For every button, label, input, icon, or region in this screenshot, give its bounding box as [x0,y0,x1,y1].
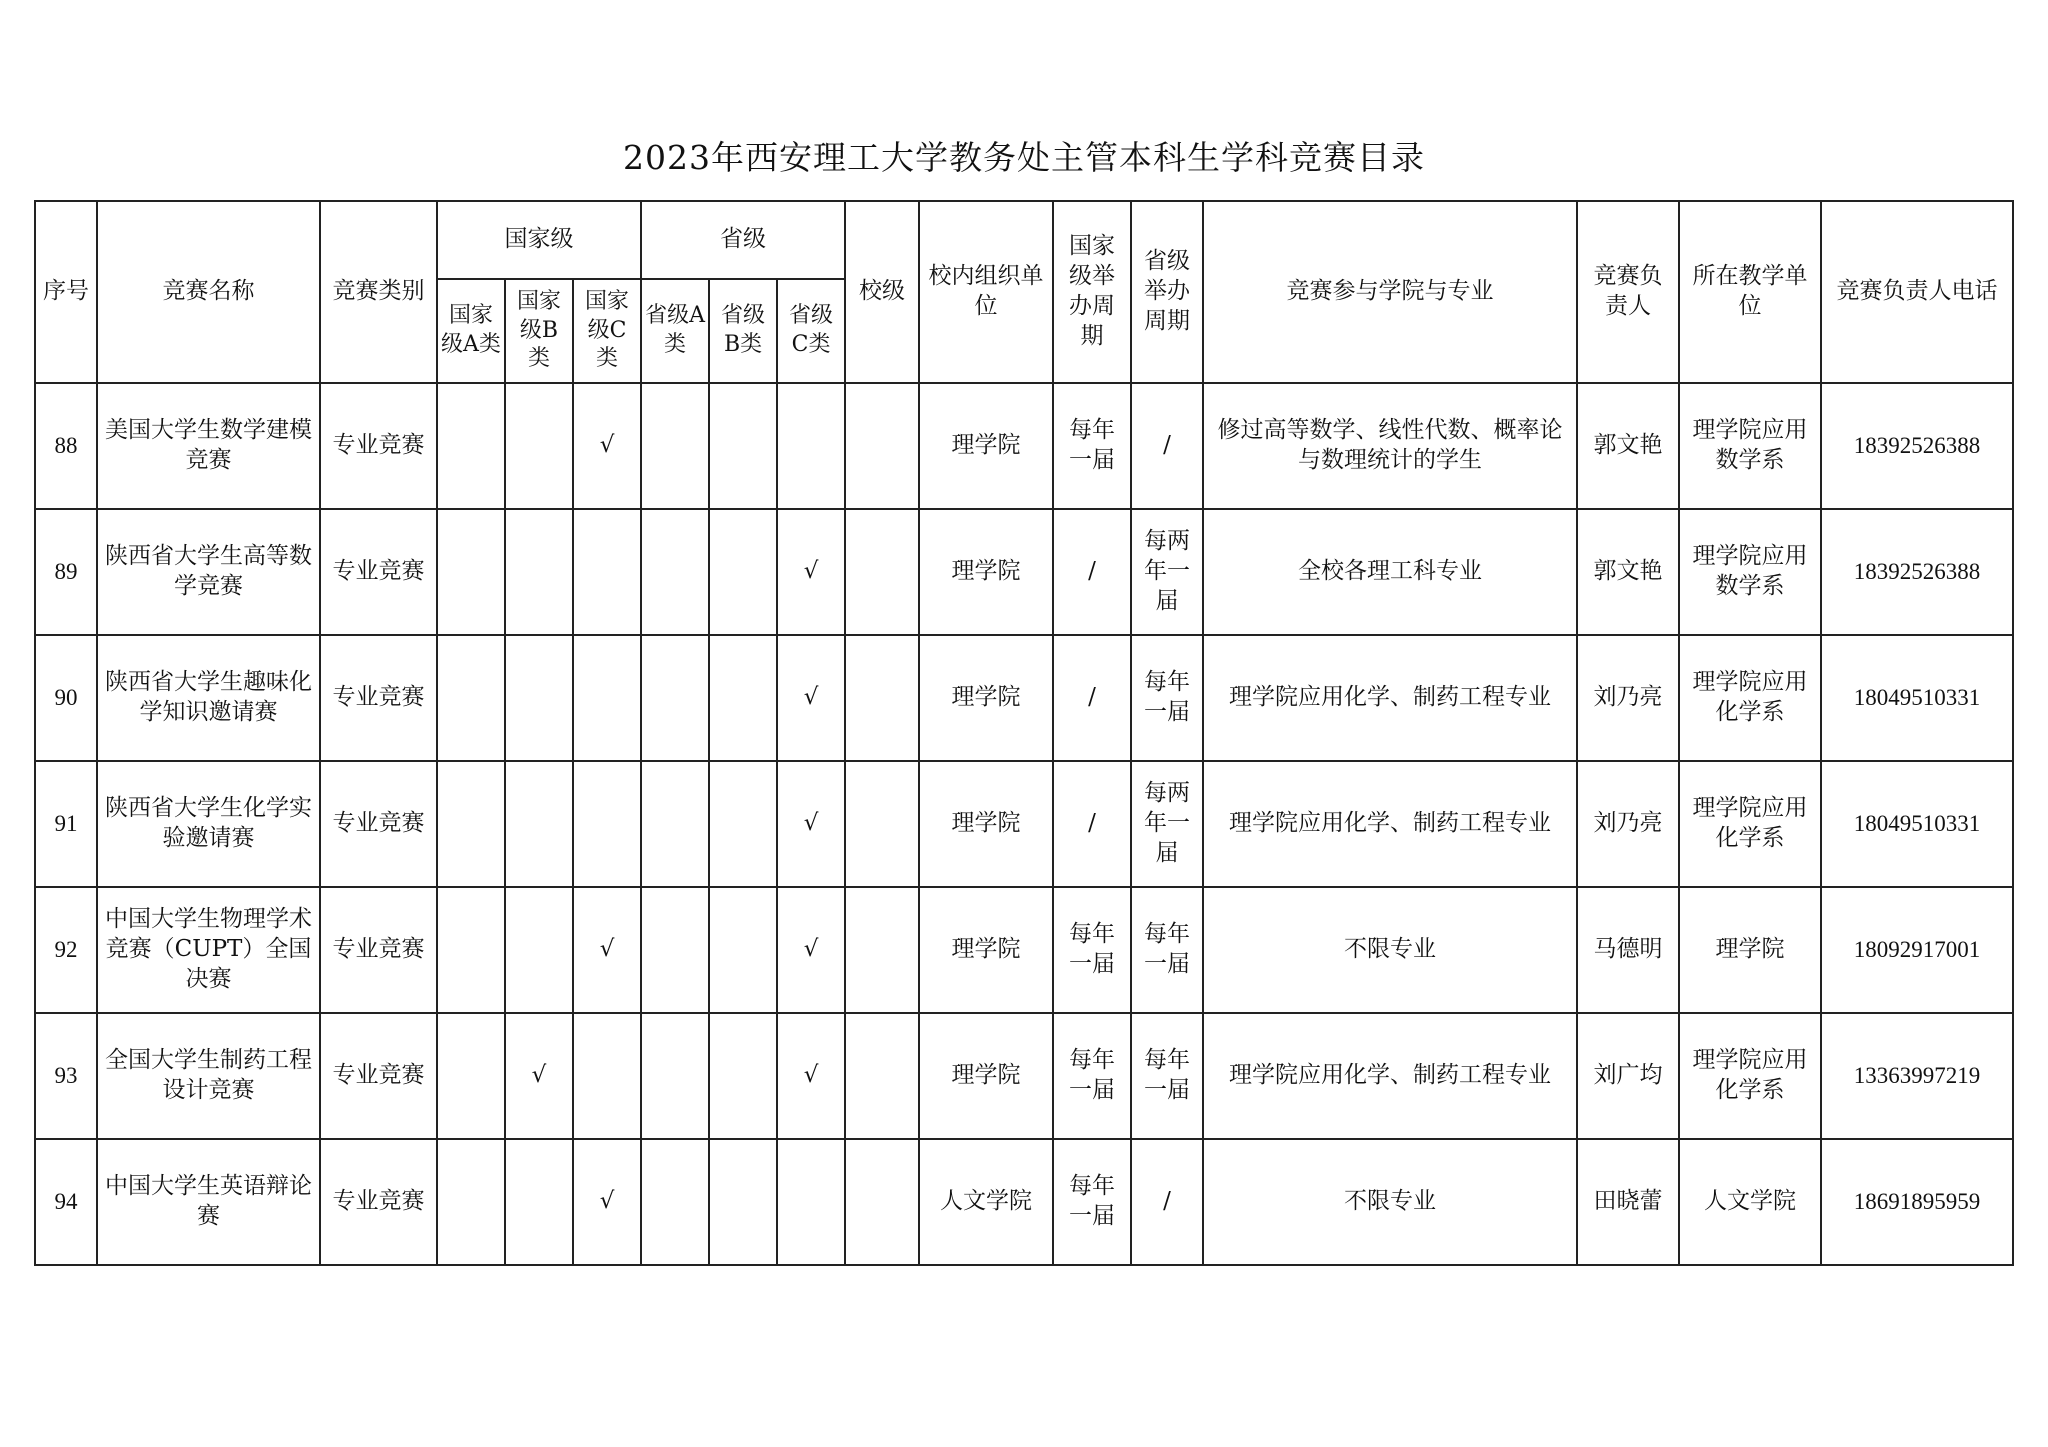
cell-prov-cycle: / [1131,1139,1203,1265]
cell-leader: 马德明 [1577,887,1679,1013]
cell-leader: 田晓蕾 [1577,1139,1679,1265]
header-participants: 竞赛参与学院与专业 [1203,201,1577,383]
cell-national-cycle: 每年一届 [1053,1139,1131,1265]
cell-school [845,383,919,509]
cell-school [845,1139,919,1265]
header-phone: 竞赛负责人电话 [1821,201,2013,383]
cell-prov-cycle: 每年一届 [1131,1013,1203,1139]
cell-participants: 修过高等数学、线性代数、概率论与数理统计的学生 [1203,383,1577,509]
cell-category: 专业竞赛 [320,635,437,761]
cell-name: 陕西省大学生高等数学竞赛 [97,509,320,635]
cell-leader: 郭文艳 [1577,509,1679,635]
header-org-unit: 校内组织单位 [919,201,1053,383]
competition-catalog-table [34,200,2014,1266]
table-row [35,383,2013,509]
cell-org-unit: 理学院 [919,509,1053,635]
header-national-cycle: 国家级举办周期 [1053,201,1131,383]
header-school: 校级 [845,201,919,383]
cell-name: 陕西省大学生化学实验邀请赛 [97,761,320,887]
cell-national-a [437,1139,505,1265]
cell-seq: 89 [35,509,97,635]
cell-seq: 91 [35,761,97,887]
cell-phone: 18691895959 [1821,1139,2013,1265]
cell-phone: 13363997219 [1821,1013,2013,1139]
cell-participants: 不限专业 [1203,1139,1577,1265]
table-row [35,761,2013,887]
cell-national-cycle: / [1053,509,1131,635]
cell-prov-cycle: 每两年一届 [1131,509,1203,635]
cell-category: 专业竞赛 [320,887,437,1013]
cell-seq: 90 [35,635,97,761]
cell-org-unit: 理学院 [919,761,1053,887]
cell-national-a [437,761,505,887]
cell-prov-c: √ [777,761,845,887]
header-category: 竞赛类别 [320,201,437,383]
header-provincial: 省级 [641,201,845,279]
cell-seq: 94 [35,1139,97,1265]
header-prov-b: 省级B类 [709,279,777,383]
cell-national-c: √ [573,383,641,509]
header-prov-c: 省级C类 [777,279,845,383]
cell-name: 中国大学生英语辩论赛 [97,1139,320,1265]
header-leader: 竞赛负责人 [1577,201,1679,383]
cell-phone: 18092917001 [1821,887,2013,1013]
cell-dept: 理学院应用化学系 [1679,761,1821,887]
cell-category: 专业竞赛 [320,509,437,635]
cell-category: 专业竞赛 [320,383,437,509]
cell-prov-b [709,383,777,509]
cell-prov-b [709,635,777,761]
cell-prov-b [709,761,777,887]
cell-prov-b [709,887,777,1013]
cell-dept: 理学院 [1679,887,1821,1013]
cell-national-a [437,635,505,761]
cell-prov-c: √ [777,1013,845,1139]
cell-category: 专业竞赛 [320,1139,437,1265]
cell-phone: 18049510331 [1821,635,2013,761]
cell-prov-a [641,887,709,1013]
document-title: 2023年西安理工大学教务处主管本科生学科竞赛目录 [623,138,1425,177]
cell-leader: 刘广均 [1577,1013,1679,1139]
cell-prov-a [641,1013,709,1139]
cell-national-b [505,635,573,761]
cell-prov-cycle: 每年一届 [1131,887,1203,1013]
cell-leader: 郭文艳 [1577,383,1679,509]
cell-participants: 不限专业 [1203,887,1577,1013]
header-seq: 序号 [35,201,97,383]
cell-participants: 全校各理工科专业 [1203,509,1577,635]
header-prov-a: 省级A类 [641,279,709,383]
cell-phone: 18049510331 [1821,761,2013,887]
cell-school [845,761,919,887]
header-national-b: 国家级B类 [505,279,573,383]
header-prov-cycle: 省级举办周期 [1131,201,1203,383]
cell-prov-c [777,383,845,509]
cell-prov-c: √ [777,887,845,1013]
cell-prov-cycle: 每年一届 [1131,635,1203,761]
table-row [35,509,2013,635]
cell-national-c [573,635,641,761]
cell-national-cycle: 每年一届 [1053,887,1131,1013]
cell-national-b [505,761,573,887]
cell-name: 全国大学生制药工程设计竞赛 [97,1013,320,1139]
cell-participants: 理学院应用化学、制药工程专业 [1203,635,1577,761]
cell-category: 专业竞赛 [320,761,437,887]
table-body [35,383,2013,1265]
cell-prov-a [641,635,709,761]
cell-name: 中国大学生物理学术竞赛（CUPT）全国决赛 [97,887,320,1013]
cell-name: 美国大学生数学建模竞赛 [97,383,320,509]
cell-prov-cycle: / [1131,383,1203,509]
cell-school [845,509,919,635]
cell-national-cycle: / [1053,635,1131,761]
cell-national-cycle: 每年一届 [1053,1013,1131,1139]
cell-prov-c: √ [777,509,845,635]
cell-prov-a [641,509,709,635]
cell-national-a [437,887,505,1013]
cell-dept: 理学院应用化学系 [1679,635,1821,761]
cell-national-cycle: / [1053,761,1131,887]
table-row [35,1013,2013,1139]
cell-national-b [505,1139,573,1265]
cell-participants: 理学院应用化学、制药工程专业 [1203,761,1577,887]
cell-school [845,887,919,1013]
cell-national-b: √ [505,1013,573,1139]
cell-leader: 刘乃亮 [1577,761,1679,887]
cell-prov-a [641,761,709,887]
cell-national-a [437,509,505,635]
cell-prov-c: √ [777,635,845,761]
cell-org-unit: 人文学院 [919,1139,1053,1265]
cell-category: 专业竞赛 [320,1013,437,1139]
cell-prov-cycle: 每两年一届 [1131,761,1203,887]
cell-national-cycle: 每年一届 [1053,383,1131,509]
cell-dept: 理学院应用化学系 [1679,1013,1821,1139]
cell-prov-a [641,1139,709,1265]
cell-national-b [505,383,573,509]
table-row [35,1139,2013,1265]
cell-national-c [573,1013,641,1139]
cell-national-b [505,509,573,635]
cell-national-c [573,509,641,635]
header-national: 国家级 [437,201,641,279]
cell-national-a [437,1013,505,1139]
header-national-a: 国家级A类 [437,279,505,383]
cell-participants: 理学院应用化学、制药工程专业 [1203,1013,1577,1139]
cell-prov-b [709,1139,777,1265]
cell-org-unit: 理学院 [919,635,1053,761]
cell-dept: 理学院应用数学系 [1679,509,1821,635]
cell-phone: 18392526388 [1821,383,2013,509]
cell-seq: 88 [35,383,97,509]
cell-org-unit: 理学院 [919,887,1053,1013]
cell-leader: 刘乃亮 [1577,635,1679,761]
cell-name: 陕西省大学生趣味化学知识邀请赛 [97,635,320,761]
cell-seq: 93 [35,1013,97,1139]
table-row [35,635,2013,761]
cell-prov-c [777,1139,845,1265]
cell-org-unit: 理学院 [919,383,1053,509]
cell-national-b [505,887,573,1013]
cell-seq: 92 [35,887,97,1013]
header-name: 竞赛名称 [97,201,320,383]
cell-national-c: √ [573,887,641,1013]
cell-national-a [437,383,505,509]
cell-national-c: √ [573,1139,641,1265]
cell-org-unit: 理学院 [919,1013,1053,1139]
cell-dept: 理学院应用数学系 [1679,383,1821,509]
cell-school [845,635,919,761]
cell-prov-a [641,383,709,509]
cell-dept: 人文学院 [1679,1139,1821,1265]
table-row [35,887,2013,1013]
header-national-c: 国家级C类 [573,279,641,383]
cell-prov-b [709,509,777,635]
cell-phone: 18392526388 [1821,509,2013,635]
cell-school [845,1013,919,1139]
header-dept: 所在教学单位 [1679,201,1821,383]
cell-national-c [573,761,641,887]
cell-prov-b [709,1013,777,1139]
